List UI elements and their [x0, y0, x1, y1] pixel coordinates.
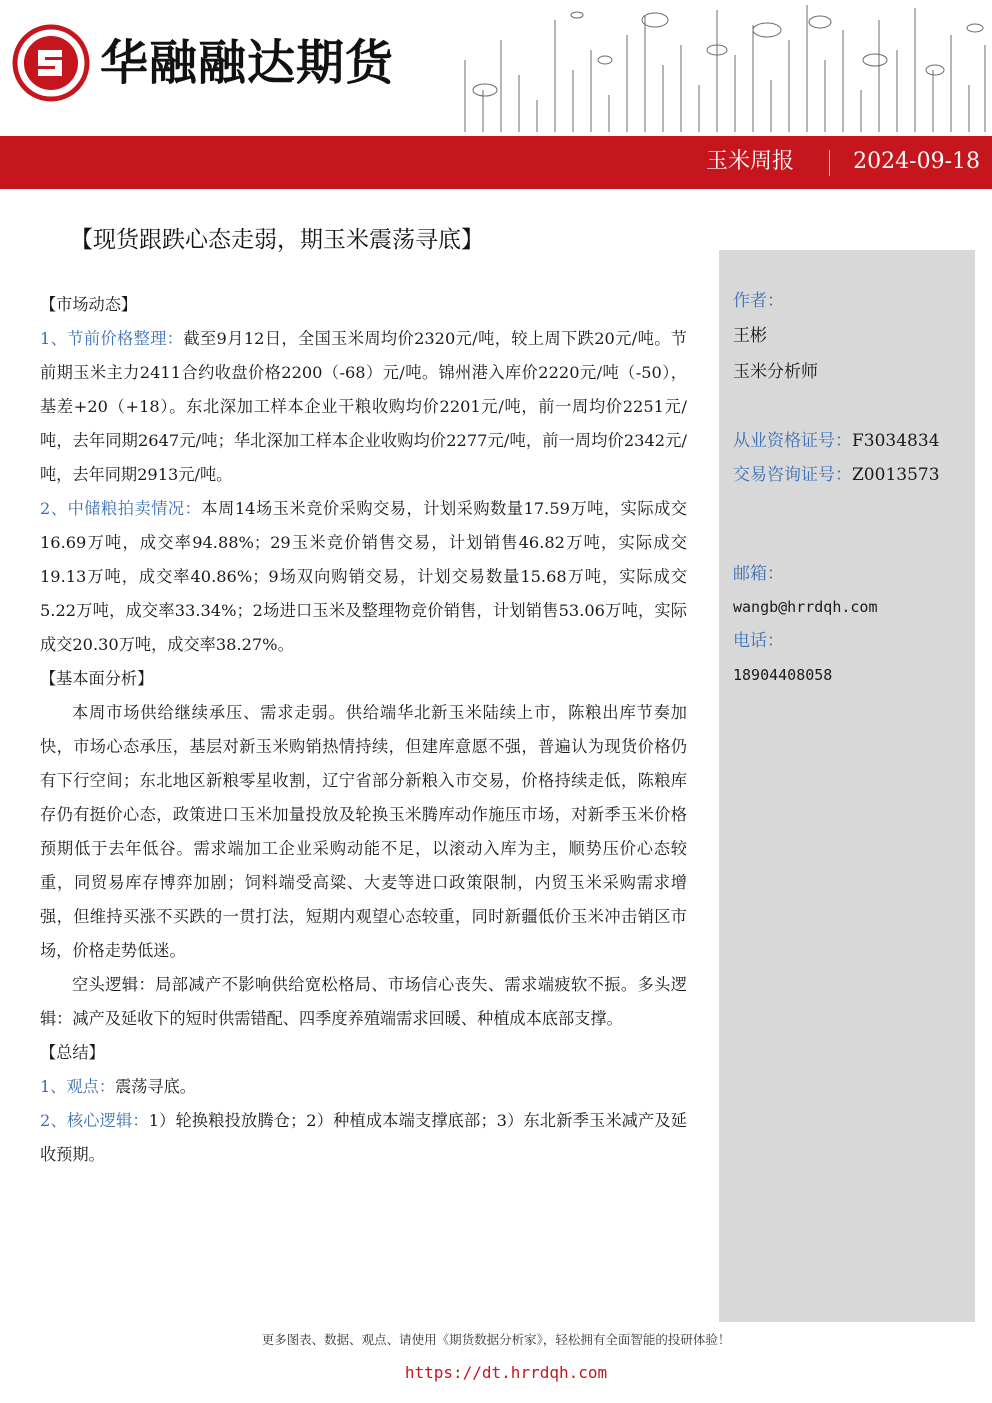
summary-item-lead: 2、核心逻辑：: [40, 1111, 149, 1130]
market-item-text: 截至9月12日，全国玉米周均价2320元/吨，较上周下跌20元/吨。节前期玉米主力2411合约收盘价格2200（-68）元/吨。锦州港入库价2220元/吨（-50），基差+20（+18）。东北深加工样本企业干粮收购均价2201元/吨，前一周均价2251元/吨，去年同期2647元/吨；华北深加工样本企业收购均价2277元/吨，前一周均价2342元/吨，去年同期2913元/吨。: [40, 329, 687, 484]
consult-label: 交易咨询证号：: [733, 465, 852, 485]
author-sidebar: [719, 250, 975, 1322]
market-item: [40, 492, 687, 662]
header-decoration: [455, 0, 992, 132]
cert-value: F3034834: [852, 431, 940, 451]
report-title: 【现货跟跌心态走弱，期玉米震荡寻底】: [70, 227, 484, 253]
brand-name: 华融融达期货: [100, 35, 395, 91]
phone-label: 电话：: [733, 631, 784, 651]
summary-item: [40, 1104, 687, 1172]
section-heading-market: 【市场动态】: [40, 295, 138, 314]
summary-item-text: 1）轮换粮投放腾仓；2）种植成本端支撑底部；3）东北新季玉米减产及延收预期。: [40, 1111, 687, 1164]
consult-line: [733, 460, 940, 490]
company-logo-icon: [12, 24, 90, 102]
fundamental-paragraph: 本周市场供给继续承压、需求走弱。供给端华北新玉米陆续上市，陈粮出库节奏加快，市场心态承压，基层对新玉米购销热情持续，但建库意愿不强，普遍认为现货价格仍有下行空间；东北地区新粮零星收割，辽宁省部分新粮入市交易，价格持续走低，陈粮库存仍有挺价心态，政策进口玉米加量投放及轮换玉米腾库动作施压市场，对新季玉米价格预期低于去年低谷。需求端加工企业采购动能不足，以滚动入库为主，顺势压价心态较重，同贸易库存博弈加剧；饲料端受高粱、大麦等进口政策限制，内贸玉米采购需求增强，但维持买涨不买跌的一贯打法，短期内观望心态较重，同时新疆低价玉米冲击销区市场，价格走势低迷。: [40, 703, 687, 960]
author-title: 玉米分析师: [733, 362, 818, 382]
report-type: 玉米周报: [705, 149, 794, 174]
report-header: [0, 0, 992, 190]
email-value[interactable]: wangb@hrrdqh.com: [733, 598, 878, 616]
section-heading-summary: 【总结】: [40, 1043, 105, 1062]
market-item-lead: 2、中储粮拍卖情况：: [40, 499, 202, 518]
fundamental-paragraph: 空头逻辑：局部减产不影响供给宽松格局、市场信心丧失、需求端疲软不振。多头逻辑：减产及延收下的短时供需错配、四季度养殖端需求回暖、种植成本底部支撑。: [40, 975, 687, 1028]
report-date: 2024-09-18: [853, 149, 980, 174]
footer-link[interactable]: https://dt.hrrdqh.com: [404, 1363, 608, 1382]
cert-line: [733, 426, 940, 456]
market-item-lead: 1、节前价格整理：: [40, 329, 184, 348]
cert-label: 从业资格证号：: [733, 431, 852, 451]
band-separator: [829, 150, 830, 176]
summary-item-text: 震荡寻底。: [115, 1077, 196, 1096]
footer-note: 更多图表、数据、观点、请使用《期货数据分析家》，轻松拥有全面智能的投研体验！: [261, 1332, 731, 1347]
report-body: [40, 288, 687, 1172]
email-label: 邮箱：: [733, 564, 784, 584]
section-heading-fundamental: 【基本面分析】: [40, 669, 154, 688]
market-item-text: 本周14场玉米竞价采购交易，计划采购数量17.59万吨，实际成交16.69万吨，成交率94.88%；29玉米竞价销售交易，计划销售46.82万吨，实际成交19.13万吨，成交率40.86%；9场双向购销交易，计划交易数量15.68万吨，实际成交5.22万吨，成交率33.34%；2场进口玉米及整理物竞价销售，计划销售53.06万吨，实际成交20.30万吨，成交率38.27%。: [40, 499, 687, 654]
market-item: [40, 322, 687, 492]
phone-value: 18904408058: [733, 666, 833, 684]
author-label: 作者：: [733, 291, 784, 311]
author-name: 王彬: [733, 326, 767, 346]
consult-value: Z0013573: [852, 465, 940, 485]
summary-item-lead: 1、观点：: [40, 1077, 116, 1096]
title-band: [0, 136, 992, 189]
summary-item: [40, 1070, 687, 1104]
